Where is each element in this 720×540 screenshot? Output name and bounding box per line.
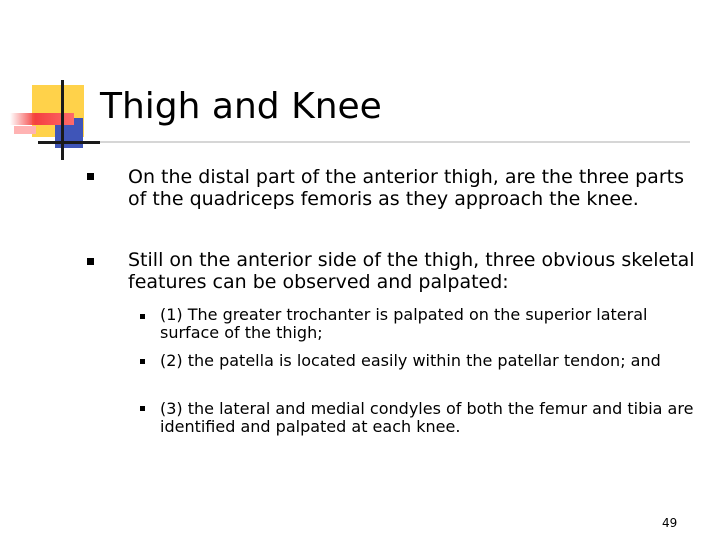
bullet-square-icon [87, 173, 94, 180]
sub-bullet-square-icon [140, 406, 145, 411]
sub-bullet-square-icon [140, 359, 145, 364]
bullet-text-2: Still on the anterior side of the thigh, three obvious skeletal features can be observed and palpated: [128, 249, 695, 293]
title-underline [100, 141, 690, 143]
sub-bullet-text-3: (3) the lateral and medial condyles of both the femur and tibia are identified and palpated at each knee. [160, 399, 694, 436]
sub-bullet-square-icon [140, 314, 145, 319]
decor-horizontal-line [38, 141, 100, 144]
slide-title: Thigh and Knee [100, 86, 382, 127]
bullet-text-1: On the distal part of the anterior thigh, are the three parts of the quadriceps femoris as they approach the knee. [128, 166, 684, 210]
bullet-square-icon [87, 258, 94, 265]
sub-bullet-text-1: (1) The greater trochanter is palpated on the superior lateral surface of the thigh; [160, 305, 648, 342]
decor-pink-bar [14, 126, 36, 134]
decor-vertical-line [61, 80, 64, 160]
page-number: 49 [662, 516, 678, 530]
sub-bullet-text-2: (2) the patella is located easily within the patellar tendon; and [160, 351, 661, 370]
decor-red-bar [10, 113, 74, 125]
